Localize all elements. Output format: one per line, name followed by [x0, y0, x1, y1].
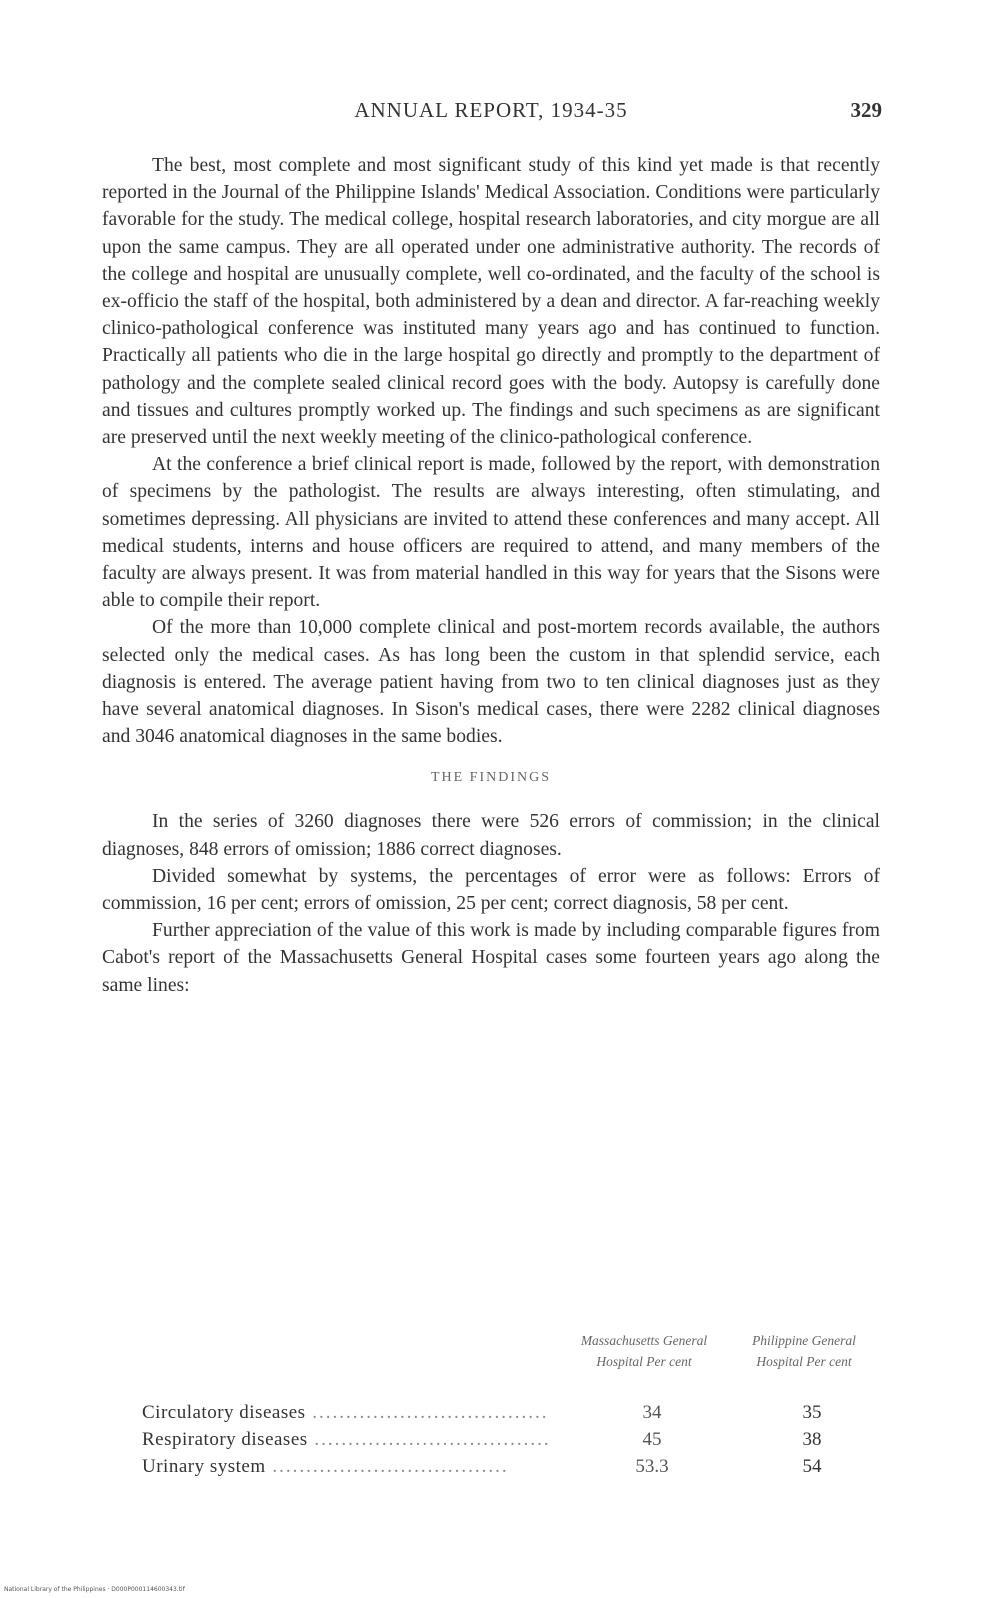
- paragraph-records: Of the more than 10,000 complete clinical and post-mortem records available, the authors selected only the medical cases. As has long been the custom in that splendid service, each diagnosis is entered. The average patient having from two to ten clinical diagnoses just as they have several anatomical diagnoses. In Sison's medical cases, there were 2282 clinical diagnoses and 3046 anatomical diagnoses in the same bodies.: [102, 617, 880, 748]
- massachusetts-value: 34: [642, 1402, 662, 1423]
- row-label: Urinary system: [142, 1456, 266, 1477]
- body-text: [102, 152, 880, 999]
- row-label: Respiratory diseases: [142, 1429, 308, 1450]
- column-header-massachusetts: Massachusetts General Hospital Per cent: [580, 1333, 708, 1369]
- page-number: 329: [850, 98, 882, 122]
- paragraph-percentages: Divided somewhat by systems, the percentages of error were as follows: Errors of commission, 16 per cent; errors of omission, 25 per cent; correct diagnosis, 58 per cent.: [102, 865, 880, 915]
- philippine-value: 38: [802, 1429, 822, 1450]
- massachusetts-value: 45: [642, 1429, 662, 1450]
- paragraph-series-errors: In the series of 3260 diagnoses there were 526 errors of commission; in the clinical diagnoses, 848 errors of omission; 1886 correct diagnoses.: [102, 811, 880, 860]
- leader-dots: ...................................: [305, 1402, 549, 1423]
- paragraph-conference: At the conference a brief clinical report is made, followed by the report, with demonstration of specimens by the pathologist. The results are always interesting, often stimulating, and sometimes depressing. All physicians are invited to attend these conferences and many accept. All medical students, interns and house officers are required to attend, and many members of the faculty are always present. It was from material handled in this way for years that the Sisons were able to compile their report.: [102, 454, 880, 612]
- philippine-value: 54: [802, 1456, 822, 1477]
- table-row: [142, 1456, 882, 1483]
- scan-credit: National Library of the Philippines · D000P000114600343.tif: [4, 1586, 185, 1593]
- column-header-philippine: Philippine General Hospital Per cent: [752, 1333, 856, 1369]
- leader-dots: ...................................: [265, 1456, 509, 1477]
- massachusetts-value: 53.3: [635, 1456, 669, 1477]
- table-row: [142, 1429, 882, 1456]
- page-header: [100, 98, 882, 128]
- paragraph-comparison-intro: Further appreciation of the value of this work is made by including comparable figures from Cabot's report of the Massachusetts General Hospital cases some fourteen years ago along the same lines:: [102, 920, 880, 996]
- row-label: Circulatory diseases: [142, 1402, 306, 1423]
- paragraph-study-description: The best, most complete and most significant study of this kind yet made is that recently reported in the Journal of the Philippine Islands' Medical Association. Conditions were particularly favorable for the study. The medical college, hospital research laboratories, and city morgue are all upon the same campus. They are all operated under one administrative authority. The records of the college and hospital are unusually complete, well co-ordinated, and the faculty of the school is ex-officio the staff of the hospital, both administered by a dean and director. A far-reaching weekly clinico-pathological conference was instituted many years ago and has continued to function. Practically all patients who die in the large hospital go directly and promptly to the department of pathology and the complete sealed clinical record goes with the body. Autopsy is carefully done and tissues and cultures promptly worked up. The findings and such specimens as are significant are preserved until the next weekly meeting of the clinico-pathological conference.: [102, 155, 880, 449]
- section-heading-findings: THE FINDINGS: [430, 770, 552, 786]
- leader-dots: ...................................: [307, 1429, 551, 1450]
- running-title: ANNUAL REPORT, 1934-35: [354, 98, 628, 122]
- table-row: [142, 1402, 882, 1429]
- philippine-value: 35: [802, 1402, 822, 1423]
